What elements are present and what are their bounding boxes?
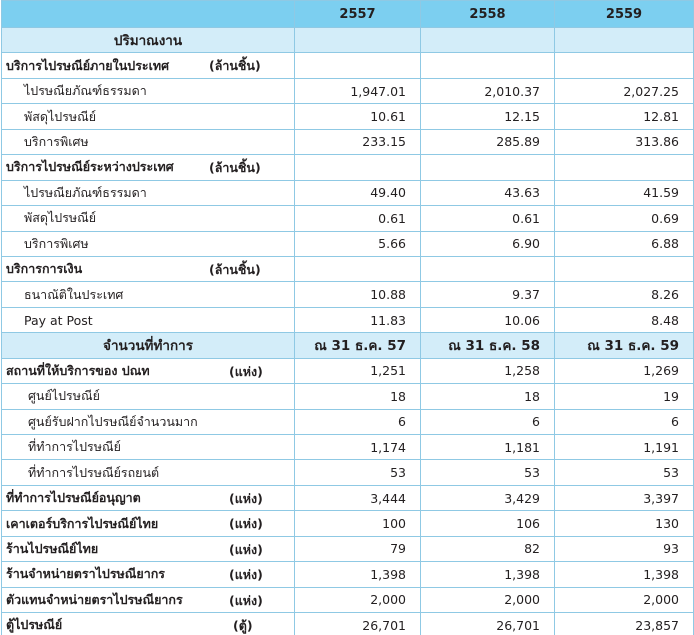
group-title: สถานที่ให้บริการของ ปณท xyxy=(6,362,150,378)
service-points-row xyxy=(2,358,694,383)
value-cell: 23,857 xyxy=(555,613,694,635)
unit-label: (ล้านชิ้น) xyxy=(209,261,261,277)
value-cell: 1,398 xyxy=(421,562,555,587)
row-label: พัสดุไปรษณีย์ xyxy=(2,104,295,129)
value-cell: 19 xyxy=(555,384,694,409)
row-label: พัสดุไปรษณีย์ xyxy=(2,206,295,231)
postal-statistics-table xyxy=(1,0,694,635)
value-cell: 12.81 xyxy=(555,104,694,129)
group-row-domestic xyxy=(2,53,694,78)
group-row-finance xyxy=(2,256,694,281)
table-row xyxy=(2,485,694,510)
table-row xyxy=(2,536,694,561)
row-label: ไปรษณียภัณฑ์ธรรมดา xyxy=(2,180,295,205)
table-row xyxy=(2,104,694,129)
date-header: ณ 31 ธ.ค. 59 xyxy=(555,333,694,358)
value-cell: 1,398 xyxy=(295,562,421,587)
value-cell: 1,174 xyxy=(295,435,421,460)
value-cell: 43.63 xyxy=(421,180,555,205)
offices-section-row xyxy=(2,333,694,358)
value-cell: 79 xyxy=(295,536,421,561)
unit-label: (ล้านชิ้น) xyxy=(209,160,261,176)
table-row xyxy=(2,460,694,485)
year-header: 2557 xyxy=(295,1,421,28)
group-label xyxy=(2,562,295,587)
group-label xyxy=(2,256,295,281)
value-cell: 1,258 xyxy=(421,358,555,383)
value-cell: 3,397 xyxy=(555,485,694,510)
group-title: ร้านจำหน่ายตราไปรษณียากร xyxy=(6,566,165,582)
value-cell: 82 xyxy=(421,536,555,561)
year-header-row xyxy=(2,1,694,28)
value-cell: 1,181 xyxy=(421,435,555,460)
group-label xyxy=(2,485,295,510)
group-label xyxy=(2,613,295,635)
value-cell: 0.69 xyxy=(555,206,694,231)
value-cell: 2,010.37 xyxy=(421,78,555,103)
group-label xyxy=(2,587,295,612)
table-row xyxy=(2,562,694,587)
volume-section-row xyxy=(2,28,694,53)
table-row xyxy=(2,206,694,231)
group-label xyxy=(2,155,295,180)
table-row xyxy=(2,307,694,332)
row-label: ธนาณัติในประเทศ xyxy=(2,282,295,307)
value-cell: 10.06 xyxy=(421,307,555,332)
row-label: ไปรษณียภัณฑ์ธรรมดา xyxy=(2,78,295,103)
value-cell: 26,701 xyxy=(295,613,421,635)
unit-label: (แห่ง) xyxy=(229,490,263,506)
table-row xyxy=(2,435,694,460)
table-row xyxy=(2,180,694,205)
group-title: บริการไปรษณีย์ระหว่างประเทศ xyxy=(6,159,174,175)
value-cell: 8.26 xyxy=(555,282,694,307)
year-header: 2559 xyxy=(555,1,694,28)
table-row xyxy=(2,78,694,103)
date-header: ณ 31 ธ.ค. 57 xyxy=(295,333,421,358)
value-cell: 18 xyxy=(295,384,421,409)
year-header: 2558 xyxy=(421,1,555,28)
value-cell: 100 xyxy=(295,511,421,536)
value-cell: 285.89 xyxy=(421,129,555,154)
row-label: Pay at Post xyxy=(2,307,295,332)
group-title: ที่ทำการไปรษณีย์อนุญาต xyxy=(6,490,141,506)
group-title: ตัวแทนจำหน่ายตราไปรษณียากร xyxy=(6,591,183,607)
value-cell: 11.83 xyxy=(295,307,421,332)
value-cell: 6 xyxy=(555,409,694,434)
row-label: ศูนย์ไปรษณีย์ xyxy=(2,384,295,409)
value-cell: 2,027.25 xyxy=(555,78,694,103)
value-cell: 1,269 xyxy=(555,358,694,383)
value-cell: 9.37 xyxy=(421,282,555,307)
value-cell: 2,000 xyxy=(555,587,694,612)
value-cell: 10.88 xyxy=(295,282,421,307)
group-label xyxy=(2,536,295,561)
unit-label: (แห่ง) xyxy=(229,567,263,583)
value-cell: 0.61 xyxy=(295,206,421,231)
row-label: ที่ทำการไปรษณีย์ xyxy=(2,435,295,460)
value-cell: 53 xyxy=(421,460,555,485)
table-row xyxy=(2,129,694,154)
value-cell: 1,251 xyxy=(295,358,421,383)
value-cell: 1,398 xyxy=(555,562,694,587)
value-cell: 93 xyxy=(555,536,694,561)
table-row xyxy=(2,384,694,409)
table-row xyxy=(2,409,694,434)
row-label: ที่ทำการไปรษณีย์รถยนต์ xyxy=(2,460,295,485)
value-cell: 1,191 xyxy=(555,435,694,460)
value-cell: 6.90 xyxy=(421,231,555,256)
header-blank-cell xyxy=(2,1,295,28)
value-cell: 5.66 xyxy=(295,231,421,256)
value-cell: 3,444 xyxy=(295,485,421,510)
value-cell: 130 xyxy=(555,511,694,536)
value-cell: 3,429 xyxy=(421,485,555,510)
volume-section-title: ปริมาณงาน xyxy=(2,28,295,53)
offices-section-title: จำนวนที่ทำการ xyxy=(2,333,295,358)
group-row-international xyxy=(2,155,694,180)
table-row xyxy=(2,613,694,635)
value-cell: 12.15 xyxy=(421,104,555,129)
table-row xyxy=(2,511,694,536)
group-title: บริการการเงิน xyxy=(6,261,83,277)
value-cell: 6 xyxy=(295,409,421,434)
unit-label: (ล้านชิ้น) xyxy=(209,58,261,74)
row-label: บริการพิเศษ xyxy=(2,129,295,154)
unit-label: (แห่ง) xyxy=(229,541,263,557)
row-label: บริการพิเศษ xyxy=(2,231,295,256)
value-cell: 6 xyxy=(421,409,555,434)
value-cell: 49.40 xyxy=(295,180,421,205)
value-cell: 6.88 xyxy=(555,231,694,256)
value-cell: 106 xyxy=(421,511,555,536)
value-cell: 10.61 xyxy=(295,104,421,129)
unit-label: (แห่ง) xyxy=(229,363,263,379)
table-row xyxy=(2,587,694,612)
row-label: ศูนย์รับฝากไปรษณีย์จำนวนมาก xyxy=(2,409,295,434)
group-title: เคาเตอร์บริการไปรษณีย์ไทย xyxy=(6,515,159,531)
unit-label: (ตู้) xyxy=(233,618,253,634)
value-cell: 313.86 xyxy=(555,129,694,154)
group-title: ตู้ไปรษณีย์ xyxy=(6,617,63,633)
group-label xyxy=(2,511,295,536)
group-label xyxy=(2,358,295,383)
value-cell: 1,947.01 xyxy=(295,78,421,103)
unit-label: (แห่ง) xyxy=(229,516,263,532)
unit-label: (แห่ง) xyxy=(229,592,263,608)
value-cell: 53 xyxy=(295,460,421,485)
date-header: ณ 31 ธ.ค. 58 xyxy=(421,333,555,358)
value-cell: 0.61 xyxy=(421,206,555,231)
value-cell: 18 xyxy=(421,384,555,409)
group-title: บริการไปรษณีย์ภายในประเทศ xyxy=(6,57,170,73)
value-cell: 53 xyxy=(555,460,694,485)
value-cell: 8.48 xyxy=(555,307,694,332)
table-row xyxy=(2,282,694,307)
value-cell: 41.59 xyxy=(555,180,694,205)
value-cell: 2,000 xyxy=(421,587,555,612)
group-label xyxy=(2,53,295,78)
value-cell: 2,000 xyxy=(295,587,421,612)
value-cell: 233.15 xyxy=(295,129,421,154)
table-row xyxy=(2,231,694,256)
value-cell: 26,701 xyxy=(421,613,555,635)
group-title: ร้านไปรษณีย์ไทย xyxy=(6,540,99,556)
